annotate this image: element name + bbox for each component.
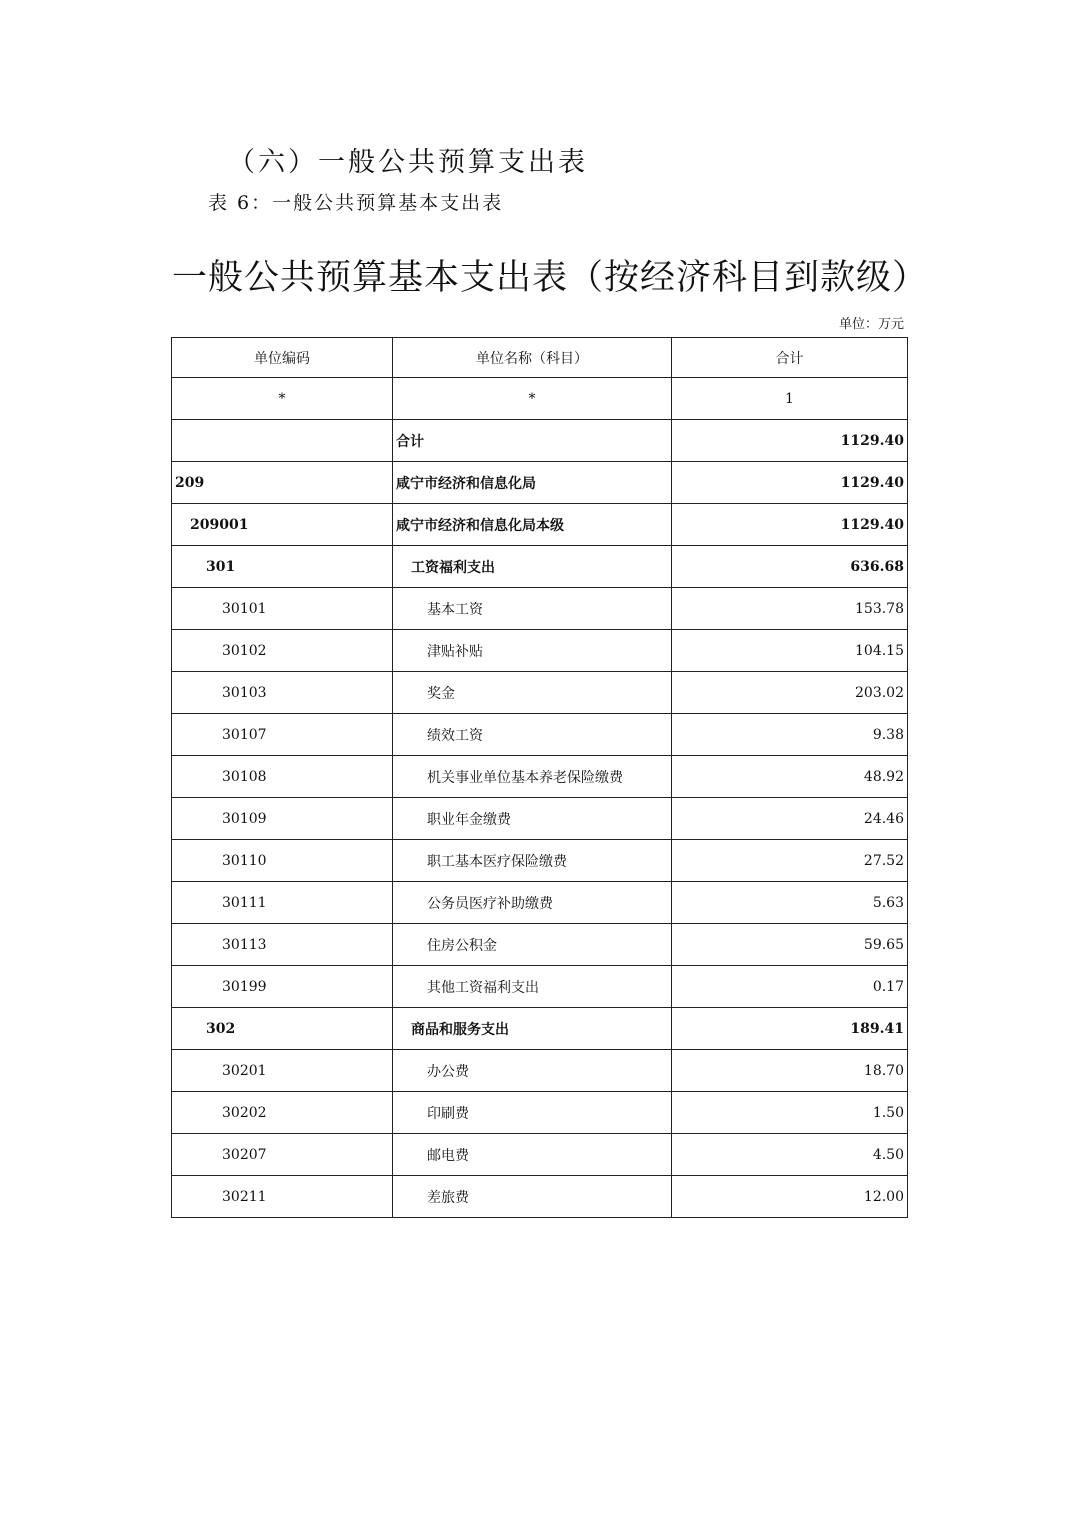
cell-unit-name: 机关事业单位基本养老保险缴费 [393, 756, 672, 798]
cell-unit-name: 差旅费 [393, 1176, 672, 1218]
cell-unit-name: 基本工资 [393, 588, 672, 630]
cell-unit-code: 30113 [172, 924, 393, 966]
index-cell: 1 [672, 378, 908, 420]
cell-unit-name: 住房公积金 [393, 924, 672, 966]
budget-table [171, 337, 908, 1218]
cell-total: 27.52 [672, 840, 908, 882]
cell-total: 1129.40 [672, 504, 908, 546]
table-row [172, 1134, 908, 1176]
cell-unit-name: 津贴补贴 [393, 630, 672, 672]
cell-unit-name: 奖金 [393, 672, 672, 714]
cell-unit-code: 30108 [172, 756, 393, 798]
table-row [172, 462, 908, 504]
cell-total: 48.92 [672, 756, 908, 798]
cell-unit-name: 印刷费 [393, 1092, 672, 1134]
table-row [172, 588, 908, 630]
cell-unit-name: 工资福利支出 [393, 546, 672, 588]
cell-total: 1.50 [672, 1092, 908, 1134]
cell-unit-code: 30102 [172, 630, 393, 672]
cell-total: 18.70 [672, 1050, 908, 1092]
cell-unit-code: 302 [172, 1008, 393, 1050]
cell-total: 12.00 [672, 1176, 908, 1218]
table-row [172, 714, 908, 756]
cell-unit-name: 其他工资福利支出 [393, 966, 672, 1008]
table-caption: 表 6：一般公共预算基本支出表 [208, 192, 504, 214]
section-heading: （六）一般公共预算支出表 [228, 147, 588, 178]
cell-total: 5.63 [672, 882, 908, 924]
table-row [172, 420, 908, 462]
table-row [172, 630, 908, 672]
unit-note: 单位：万元 [838, 317, 904, 332]
table-row [172, 924, 908, 966]
table-row [172, 1008, 908, 1050]
cell-unit-name: 职工基本医疗保险缴费 [393, 840, 672, 882]
cell-unit-code: 30201 [172, 1050, 393, 1092]
table-row [172, 966, 908, 1008]
cell-total: 9.38 [672, 714, 908, 756]
cell-total: 59.65 [672, 924, 908, 966]
table-row [172, 1176, 908, 1218]
cell-unit-name: 商品和服务支出 [393, 1008, 672, 1050]
cell-total: 104.15 [672, 630, 908, 672]
cell-unit-name: 办公费 [393, 1050, 672, 1092]
table-index-row [172, 378, 908, 420]
table-body [172, 420, 908, 1218]
cell-total: 1129.40 [672, 462, 908, 504]
header-unit-code: 单位编码 [172, 338, 393, 378]
index-cell: * [172, 378, 393, 420]
cell-unit-code: 30103 [172, 672, 393, 714]
table-row [172, 882, 908, 924]
cell-total: 203.02 [672, 672, 908, 714]
cell-total: 636.68 [672, 546, 908, 588]
cell-unit-name: 咸宁市经济和信息化局 [393, 462, 672, 504]
cell-unit-code: 30101 [172, 588, 393, 630]
cell-unit-name: 绩效工资 [393, 714, 672, 756]
table-row [172, 504, 908, 546]
table-row [172, 1050, 908, 1092]
cell-unit-name: 咸宁市经济和信息化局本级 [393, 504, 672, 546]
cell-unit-code: 30207 [172, 1134, 393, 1176]
cell-unit-code: 30199 [172, 966, 393, 1008]
cell-unit-code: 30211 [172, 1176, 393, 1218]
cell-total: 153.78 [672, 588, 908, 630]
cell-total: 4.50 [672, 1134, 908, 1176]
cell-unit-code [172, 420, 393, 462]
cell-unit-code: 30202 [172, 1092, 393, 1134]
header-unit-name: 单位名称（科目） [393, 338, 672, 378]
table-row [172, 756, 908, 798]
table-header-row [172, 338, 908, 378]
cell-total: 1129.40 [672, 420, 908, 462]
cell-total: 189.41 [672, 1008, 908, 1050]
cell-unit-name: 合计 [393, 420, 672, 462]
cell-unit-name: 职业年金缴费 [393, 798, 672, 840]
cell-unit-name: 公务员医疗补助缴费 [393, 882, 672, 924]
cell-total: 24.46 [672, 798, 908, 840]
table-row [172, 672, 908, 714]
cell-unit-code: 30110 [172, 840, 393, 882]
table-row [172, 840, 908, 882]
cell-unit-code: 30107 [172, 714, 393, 756]
table-row [172, 546, 908, 588]
cell-unit-code: 30109 [172, 798, 393, 840]
table-row [172, 1092, 908, 1134]
header-total: 合计 [672, 338, 908, 378]
cell-unit-code: 301 [172, 546, 393, 588]
cell-unit-code: 30111 [172, 882, 393, 924]
page-title: 一般公共预算基本支出表（按经济科目到款级） [172, 258, 929, 298]
cell-unit-code: 209001 [172, 504, 393, 546]
index-cell: * [393, 378, 672, 420]
table-row [172, 798, 908, 840]
cell-unit-code: 209 [172, 462, 393, 504]
cell-total: 0.17 [672, 966, 908, 1008]
cell-unit-name: 邮电费 [393, 1134, 672, 1176]
